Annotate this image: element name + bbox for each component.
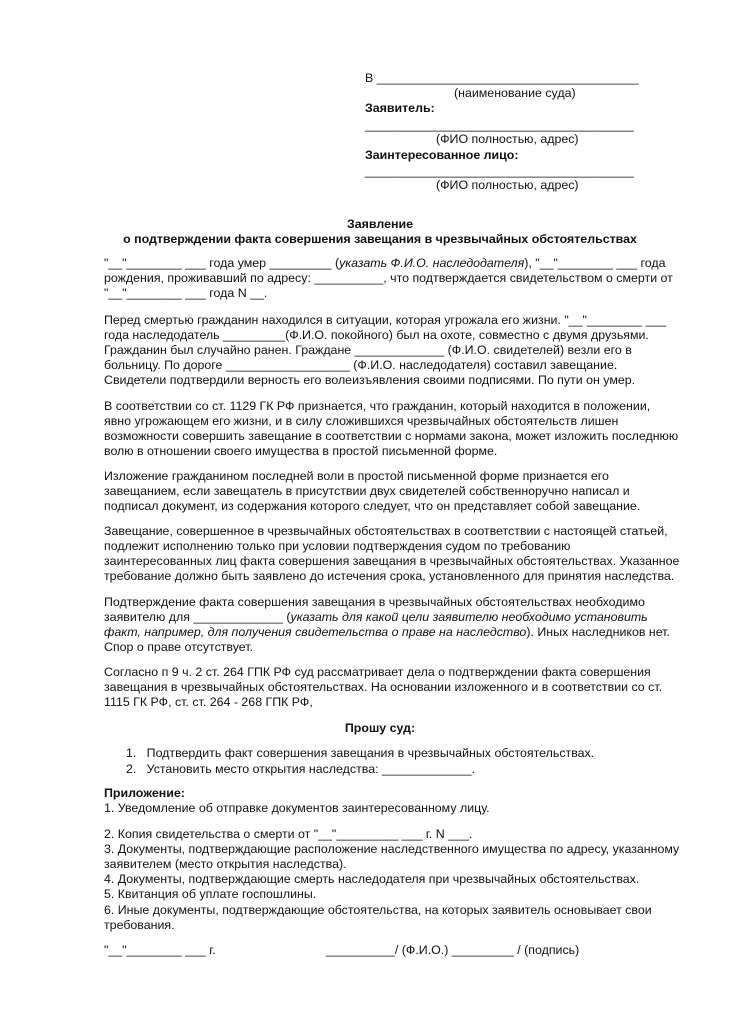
- attachment-item-4: 4. Документы, подтверждающие смерть наследодателя при чрезвычайных обстоятельствах.: [104, 872, 640, 886]
- p3-line-3: возможности совершить завещание в соответствии с нормами закона, может изложить последнюю: [104, 429, 679, 443]
- p2-line-4: больницу. По дороге __________________ (Ф.И.О. наследодателя) составил завещание.: [104, 358, 618, 372]
- p1-line-1: "__"________ ___ года умер _________ (указать Ф.И.О. наследодателя), "__"________ ___ года: [104, 256, 666, 270]
- p1-line-2: рождения, проживавший по адресу: __________, что подтверждается свидетельством о смерти от: [104, 271, 673, 285]
- signature-line: __________/ (Ф.И.О.) _________ / (подпись): [326, 943, 580, 957]
- p6-line-4: Спор о праве отсутствует.: [104, 640, 254, 654]
- interested-label: Заинтересованное лицо:: [365, 148, 519, 162]
- attachment-item-6-cont: требования.: [104, 918, 175, 932]
- p2-line-5: Свидетели подтвердили верность его волеизъявления своими подписями. По пути он умер.: [104, 373, 636, 387]
- signature-date: "__"________ ___ г.: [104, 943, 216, 957]
- p1-line-3: "__"________ ___ года N __.: [104, 286, 268, 300]
- attachment-item-1: 1. Уведомление об отправке документов заинтересованному лицу.: [104, 801, 490, 815]
- p7-line-2: завещания в чрезвычайных обстоятельствах. На основании изложенного и в соответствии со ст.: [104, 680, 663, 694]
- p2-line-3: Гражданин был случайно ранен. Граждане _____________ (Ф.И.О. свидетелей) везли его в: [104, 343, 632, 357]
- attachments-heading: Приложение:: [104, 786, 185, 800]
- p7-line-3: 1115 ГК РФ, ст. ст. 264 - 268 ГПК РФ,: [104, 695, 313, 709]
- document-title: Заявление: [347, 217, 413, 231]
- interested-caption: (ФИО полностью, адрес): [436, 178, 579, 192]
- p5-line-1: Завещание, совершенное в чрезвычайных обстоятельствах в соответствии с настоящей статьей,: [104, 524, 668, 538]
- p6-line-2: заявителю для _____________ (указать для какой цели заявителю необходимо установить: [104, 610, 648, 624]
- applicant-caption: (ФИО полностью, адрес): [436, 132, 579, 146]
- p3-line-4: волю в отношении своего имущества в простой письменной форме.: [104, 444, 498, 458]
- p6-line-3: факт, например, для получения свидетельства о праве на наследство). Иных наследников нет.: [104, 625, 670, 639]
- p2-line-2: года наследодатель _________(Ф.И.О. покойного) был на охоте, совместно с двумя друзьями.: [104, 328, 649, 342]
- p3-line-2: явно угрожающем его жизни, и в силу сложившихся чрезвычайных обстоятельств лишен: [104, 414, 619, 428]
- attachment-item-6: 6. Иные документы, подтверждающие обстоятельства, на которых заявитель основывает свои: [104, 903, 652, 917]
- request-item-1: 1. Подтвердить факт совершения завещания в чрезвычайных обстоятельствах.: [126, 746, 595, 760]
- attachment-item-3: 3. Документы, подтверждающие расположение наследственного имущества по адресу, указанному: [104, 842, 680, 856]
- p6-line-1: Подтверждение факта совершения завещания в чрезвычайных обстоятельствах необходимо: [104, 595, 645, 609]
- interested-line: _______________________________________: [365, 164, 634, 178]
- p5-line-2: подлежит исполнению только при условии подтверждения судом по требованию: [104, 539, 571, 553]
- p5-line-3: заинтересованных лиц факта совершения завещания в чрезвычайных обстоятельствах. Указанное: [104, 554, 680, 568]
- court-caption: (наименование суда): [454, 86, 576, 100]
- attachment-item-2: 2. Копия свидетельства о смерти от "__"_________ ___ г. N ___.: [104, 827, 473, 841]
- p3-line-1: В соответствии со ст. 1129 ГК РФ признается, что гражданин, который находится в положении,: [104, 399, 651, 413]
- p2-line-1: Перед смертью гражданин находился в ситуации, которая угрожала его жизни. "__"________ ___: [104, 313, 667, 327]
- attachment-item-3-cont: заявителем (место открытия наследства).: [104, 857, 347, 871]
- applicant-line: _______________________________________: [365, 118, 634, 132]
- request-heading: Прошу суд:: [344, 721, 416, 735]
- request-item-2: 2. Установить место открытия наследства: _____________.: [126, 762, 475, 776]
- document-subtitle: о подтверждении факта совершения завещания в чрезвычайных обстоятельствах: [123, 232, 637, 246]
- p4-line-3: подписал документ, из содержания которого следует, что он представляет собой завещание.: [104, 499, 641, 513]
- attachment-item-5: 5. Квитанция об уплате госпошлины.: [104, 887, 317, 901]
- p5-line-4: требование должно быть заявлено до истечения срока, установленного для принятия наследства.: [104, 569, 675, 583]
- p4-line-2: завещанием, если завещатель в присутствии двух свидетелей собственноручно написал и: [104, 484, 630, 498]
- applicant-label: Заявитель:: [365, 101, 435, 115]
- p7-line-1: Согласно п 9 ч. 2 ст. 264 ГПК РФ суд рассматривает дела о подтверждении факта совершения: [104, 665, 651, 679]
- p4-line-1: Изложение гражданином последней воли в простой письменной форме признается его: [104, 469, 609, 483]
- court-line: В ______________________________________: [365, 71, 639, 85]
